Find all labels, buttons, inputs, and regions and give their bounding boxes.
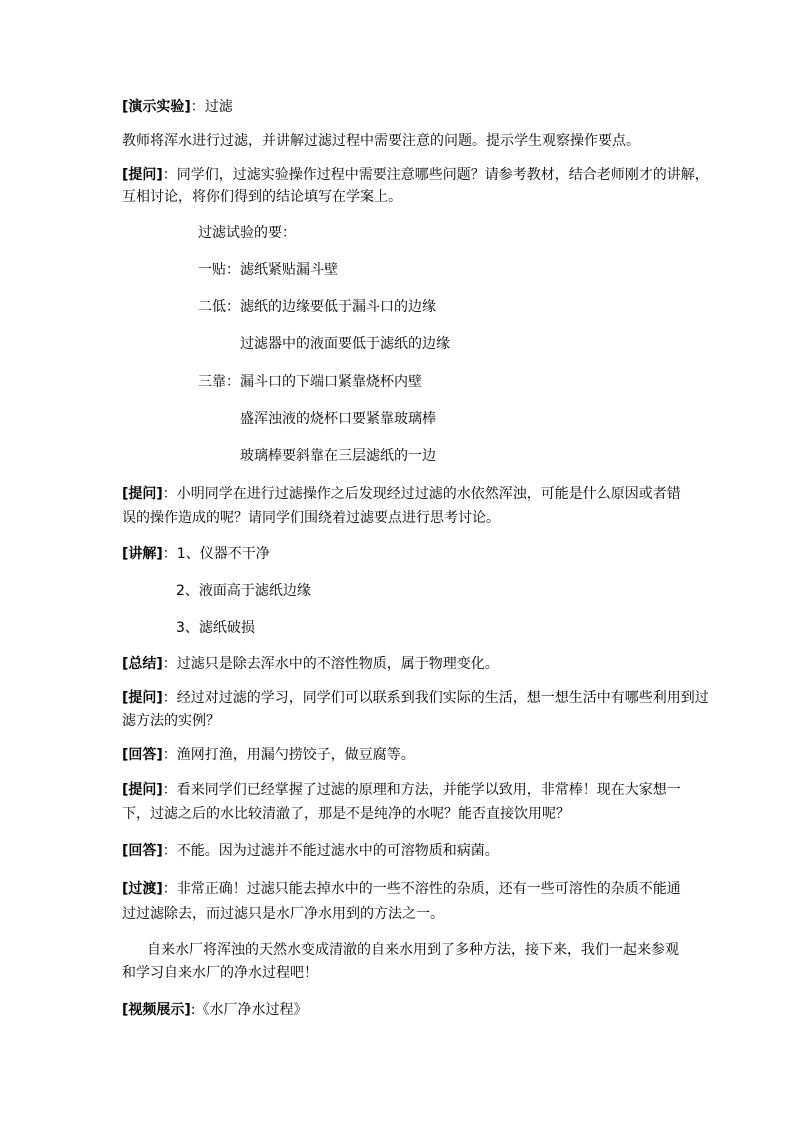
line-text: 过滤试验的要： [198,225,296,241]
line-text: ：不能。因为过滤并不能过滤水中的可溶物质和病菌。 [162,843,499,859]
line-text: ：过滤只是除去浑水中的不溶性物质，属于物理变化。 [162,656,499,672]
line-text: 过过滤除去，而过滤只是水厂净水用到的方法之一。 [122,906,444,922]
summary-line [122,655,499,673]
line-text: 过滤器中的液面要低于滤纸的边缘 [240,336,450,352]
line-text: ：过滤 [190,99,233,115]
line-text: ：看来同学们已经掌握了过滤的原理和方法，并能学以致用，非常棒！现在大家想一 [162,782,681,798]
line-text: ：同学们，过滤实验操作过程中需要注意哪些问题？请参考教材，结合老师刚才的讲解， [162,167,709,183]
section-tag: [提问] [122,167,163,183]
demo-experiment-line [122,98,233,116]
line-text: :《水厂净水过程》 [190,1002,308,1018]
line-text: 互相讨论，将你们得到的结论填写在学案上。 [122,189,402,205]
line-text: 2、液面高于滤纸边缘 [176,583,311,599]
question-line [122,689,709,707]
answer-line [122,842,499,860]
line-text: ：渔网打渔，用漏勺捞饺子，做豆腐等。 [162,747,415,763]
line-text: 玻璃棒要斜靠在三层滤纸的一边 [240,448,436,464]
line-text: 一贴：滤纸紧贴漏斗壁 [198,262,338,278]
line-text: 三靠：漏斗口的下端口紧靠烧杯内壁 [198,374,422,390]
question-line [122,485,681,503]
transition-line [122,880,681,898]
line-text: 3、滤纸破损 [176,620,255,636]
question-line [122,166,709,184]
line-text: ：非常正确！过滤只能去掉水中的一些不溶性的杂质，还有一些可溶性的杂质不能通 [162,881,681,897]
section-tag: [总结] [122,656,163,672]
paragraph-line [122,509,500,527]
question-line [122,781,681,799]
section-tag: [提问] [122,782,163,798]
video-line [122,1001,308,1019]
line-text: 盛浑浊液的烧杯口要紧靠玻璃棒 [240,411,436,427]
section-tag: [提问] [122,486,163,502]
paragraph-line [122,188,402,206]
answer-line [122,746,415,764]
list-item [198,373,422,391]
section-tag: [回答] [122,747,163,763]
section-tag: [过渡] [122,881,163,897]
section-tag: [回答] [122,843,163,859]
list-heading [198,224,296,242]
list-subitem [240,410,436,428]
line-text: 下，过滤之后的水比较清澈了，那是不是纯净的水呢？能否直接饮用呢？ [122,806,570,822]
paragraph-line [122,964,318,982]
paragraph-line [122,132,640,150]
paragraph-line [122,712,220,730]
line-text: 自来水厂将浑浊的天然水变成清澈的自来水用到了多种方法，接下来，我们一起来参观 [147,942,679,958]
list-item [198,261,338,279]
list-item [176,582,311,600]
line-text: ：小明同学在进行过滤操作之后发现经过过滤的水依然浑浊，可能是什么原因或者错 [162,486,681,502]
line-text: 误的操作造成的呢？请同学们围绕着过滤要点进行思考讨论。 [122,510,500,526]
section-tag: [提问] [122,690,163,706]
list-subitem [240,335,450,353]
line-text: 二低：滤纸的边缘要低于漏斗口的边缘 [198,299,436,315]
line-text: ：1、仪器不干净 [162,546,270,562]
line-text: 和学习自来水厂的净水过程吧！ [122,965,318,981]
line-text: ：经过对过滤的学习，同学们可以联系到我们实际的生活，想一想生活中有哪些利用到过 [162,690,709,706]
section-tag: [演示实验] [122,99,191,115]
list-item [176,619,255,637]
paragraph-line [147,941,679,959]
explanation-line [122,545,270,563]
paragraph-line [122,905,444,923]
paragraph-line [122,805,570,823]
section-tag: [讲解] [122,546,163,562]
list-item [198,298,436,316]
line-text: 滤方法的实例？ [122,713,220,729]
line-text: 教师将浑水进行过滤，并讲解过滤过程中需要注意的问题。提示学生观察操作要点。 [122,133,640,149]
list-subitem [240,447,436,465]
section-tag: [视频展示] [122,1002,191,1018]
